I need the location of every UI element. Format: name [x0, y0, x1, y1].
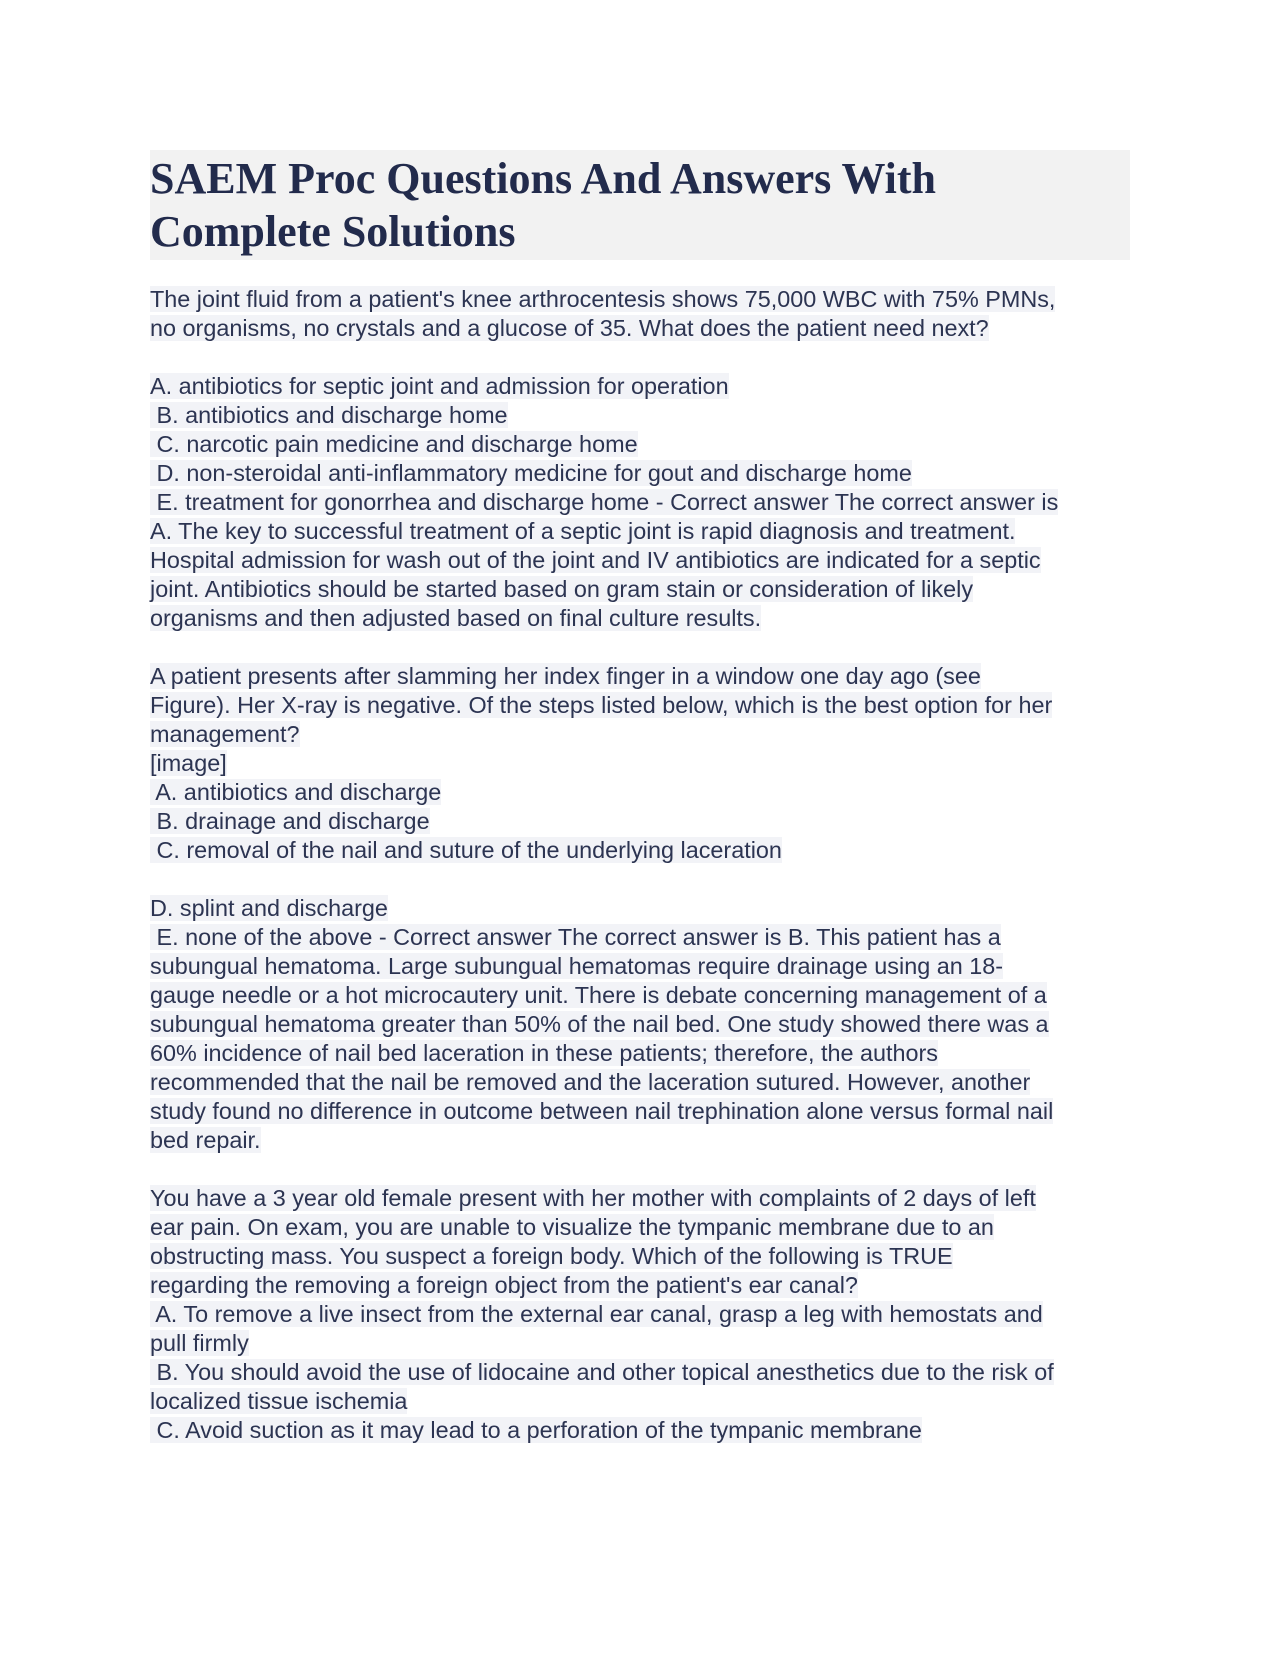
option-line: A. antibiotics for septic joint and admission for operation: [150, 373, 729, 399]
text-line: Figure). Her X-ray is negative. Of the steps listed below, which is the best option for her: [150, 692, 1053, 718]
answer-line: 60% incidence of nail bed laceration in these patients; therefore, the authors: [150, 1040, 938, 1066]
answer-line: organisms and then adjusted based on final culture results.: [150, 605, 762, 631]
option-line: pull firmly: [150, 1330, 249, 1356]
text-line: obstructing mass. You suspect a foreign body. Which of the following is TRUE: [150, 1243, 953, 1269]
question-3-stem: [150, 1184, 1130, 1445]
document-page: [150, 150, 1130, 1445]
option-line: D. splint and discharge: [150, 895, 388, 921]
text-line: A patient presents after slamming her index finger in a window one day ago (see: [150, 663, 981, 689]
title-line: Complete Solutions: [150, 207, 516, 256]
answer-line: study found no difference in outcome between nail trephination alone versus formal nail: [150, 1098, 1054, 1124]
option-line: E. treatment for gonorrhea and discharge home - Correct answer The correct answer is: [150, 489, 1059, 515]
option-line: B. You should avoid the use of lidocaine and other topical anesthetics due to the risk of: [150, 1359, 1054, 1385]
text-line: You have a 3 year old female present with her mother with complaints of 2 days of left: [150, 1185, 1036, 1211]
text-line: management?: [150, 721, 300, 747]
answer-line: subungual hematoma greater than 50% of the nail bed. One study showed there was a: [150, 1011, 1049, 1037]
question-2: [150, 662, 1130, 1155]
option-line: E. none of the above - Correct answer The correct answer is B. This patient has a: [150, 924, 1001, 950]
question-1-stem: [150, 285, 1130, 343]
text-line: no organisms, no crystals and a glucose of 35. What does the patient need next?: [150, 315, 989, 341]
image-placeholder: [image]: [150, 750, 227, 776]
option-line: C. Avoid suction as it may lead to a perforation of the tympanic membrane: [150, 1417, 922, 1443]
option-line: A. To remove a live insect from the external ear canal, grasp a leg with hemostats and: [150, 1301, 1043, 1327]
text-line: ear pain. On exam, you are unable to visualize the tympanic membrane due to an: [150, 1214, 994, 1240]
question-1-options: [150, 372, 1130, 633]
option-line: localized tissue ischemia: [150, 1388, 408, 1414]
answer-line: gauge needle or a hot microcautery unit. There is debate concerning management of a: [150, 982, 1047, 1008]
document-body: [150, 285, 1130, 1445]
answer-line: A. The key to successful treatment of a septic joint is rapid diagnosis and treatment.: [150, 518, 1016, 544]
answer-line: joint. Antibiotics should be started based on gram stain or consideration of likely: [150, 576, 974, 602]
option-line: C. narcotic pain medicine and discharge home: [150, 431, 638, 457]
answer-line: bed repair.: [150, 1127, 261, 1153]
answer-line: Hospital admission for wash out of the joint and IV antibiotics are indicated for a septic: [150, 547, 1041, 573]
question-2-stem: [150, 662, 1130, 865]
option-line: B. drainage and discharge: [150, 808, 430, 834]
text-line: The joint fluid from a patient's knee arthrocentesis shows 75,000 WBC with 75% PMNs,: [150, 286, 1056, 312]
title-line: SAEM Proc Questions And Answers With: [150, 154, 937, 203]
question-3: [150, 1184, 1130, 1445]
answer-line: subungual hematoma. Large subungual hematomas require drainage using an 18-: [150, 953, 1004, 979]
answer-line: recommended that the nail be removed and the laceration sutured. However, another: [150, 1069, 1031, 1095]
question-1: [150, 285, 1130, 633]
option-line: A. antibiotics and discharge: [150, 779, 442, 805]
document-title: [150, 150, 1130, 260]
option-line: B. antibiotics and discharge home: [150, 402, 508, 428]
question-2-options: [150, 894, 1130, 1155]
option-line: C. removal of the nail and suture of the underlying laceration: [150, 837, 782, 863]
text-line: regarding the removing a foreign object from the patient's ear canal?: [150, 1272, 858, 1298]
option-line: D. non-steroidal anti-inflammatory medicine for gout and discharge home: [150, 460, 912, 486]
